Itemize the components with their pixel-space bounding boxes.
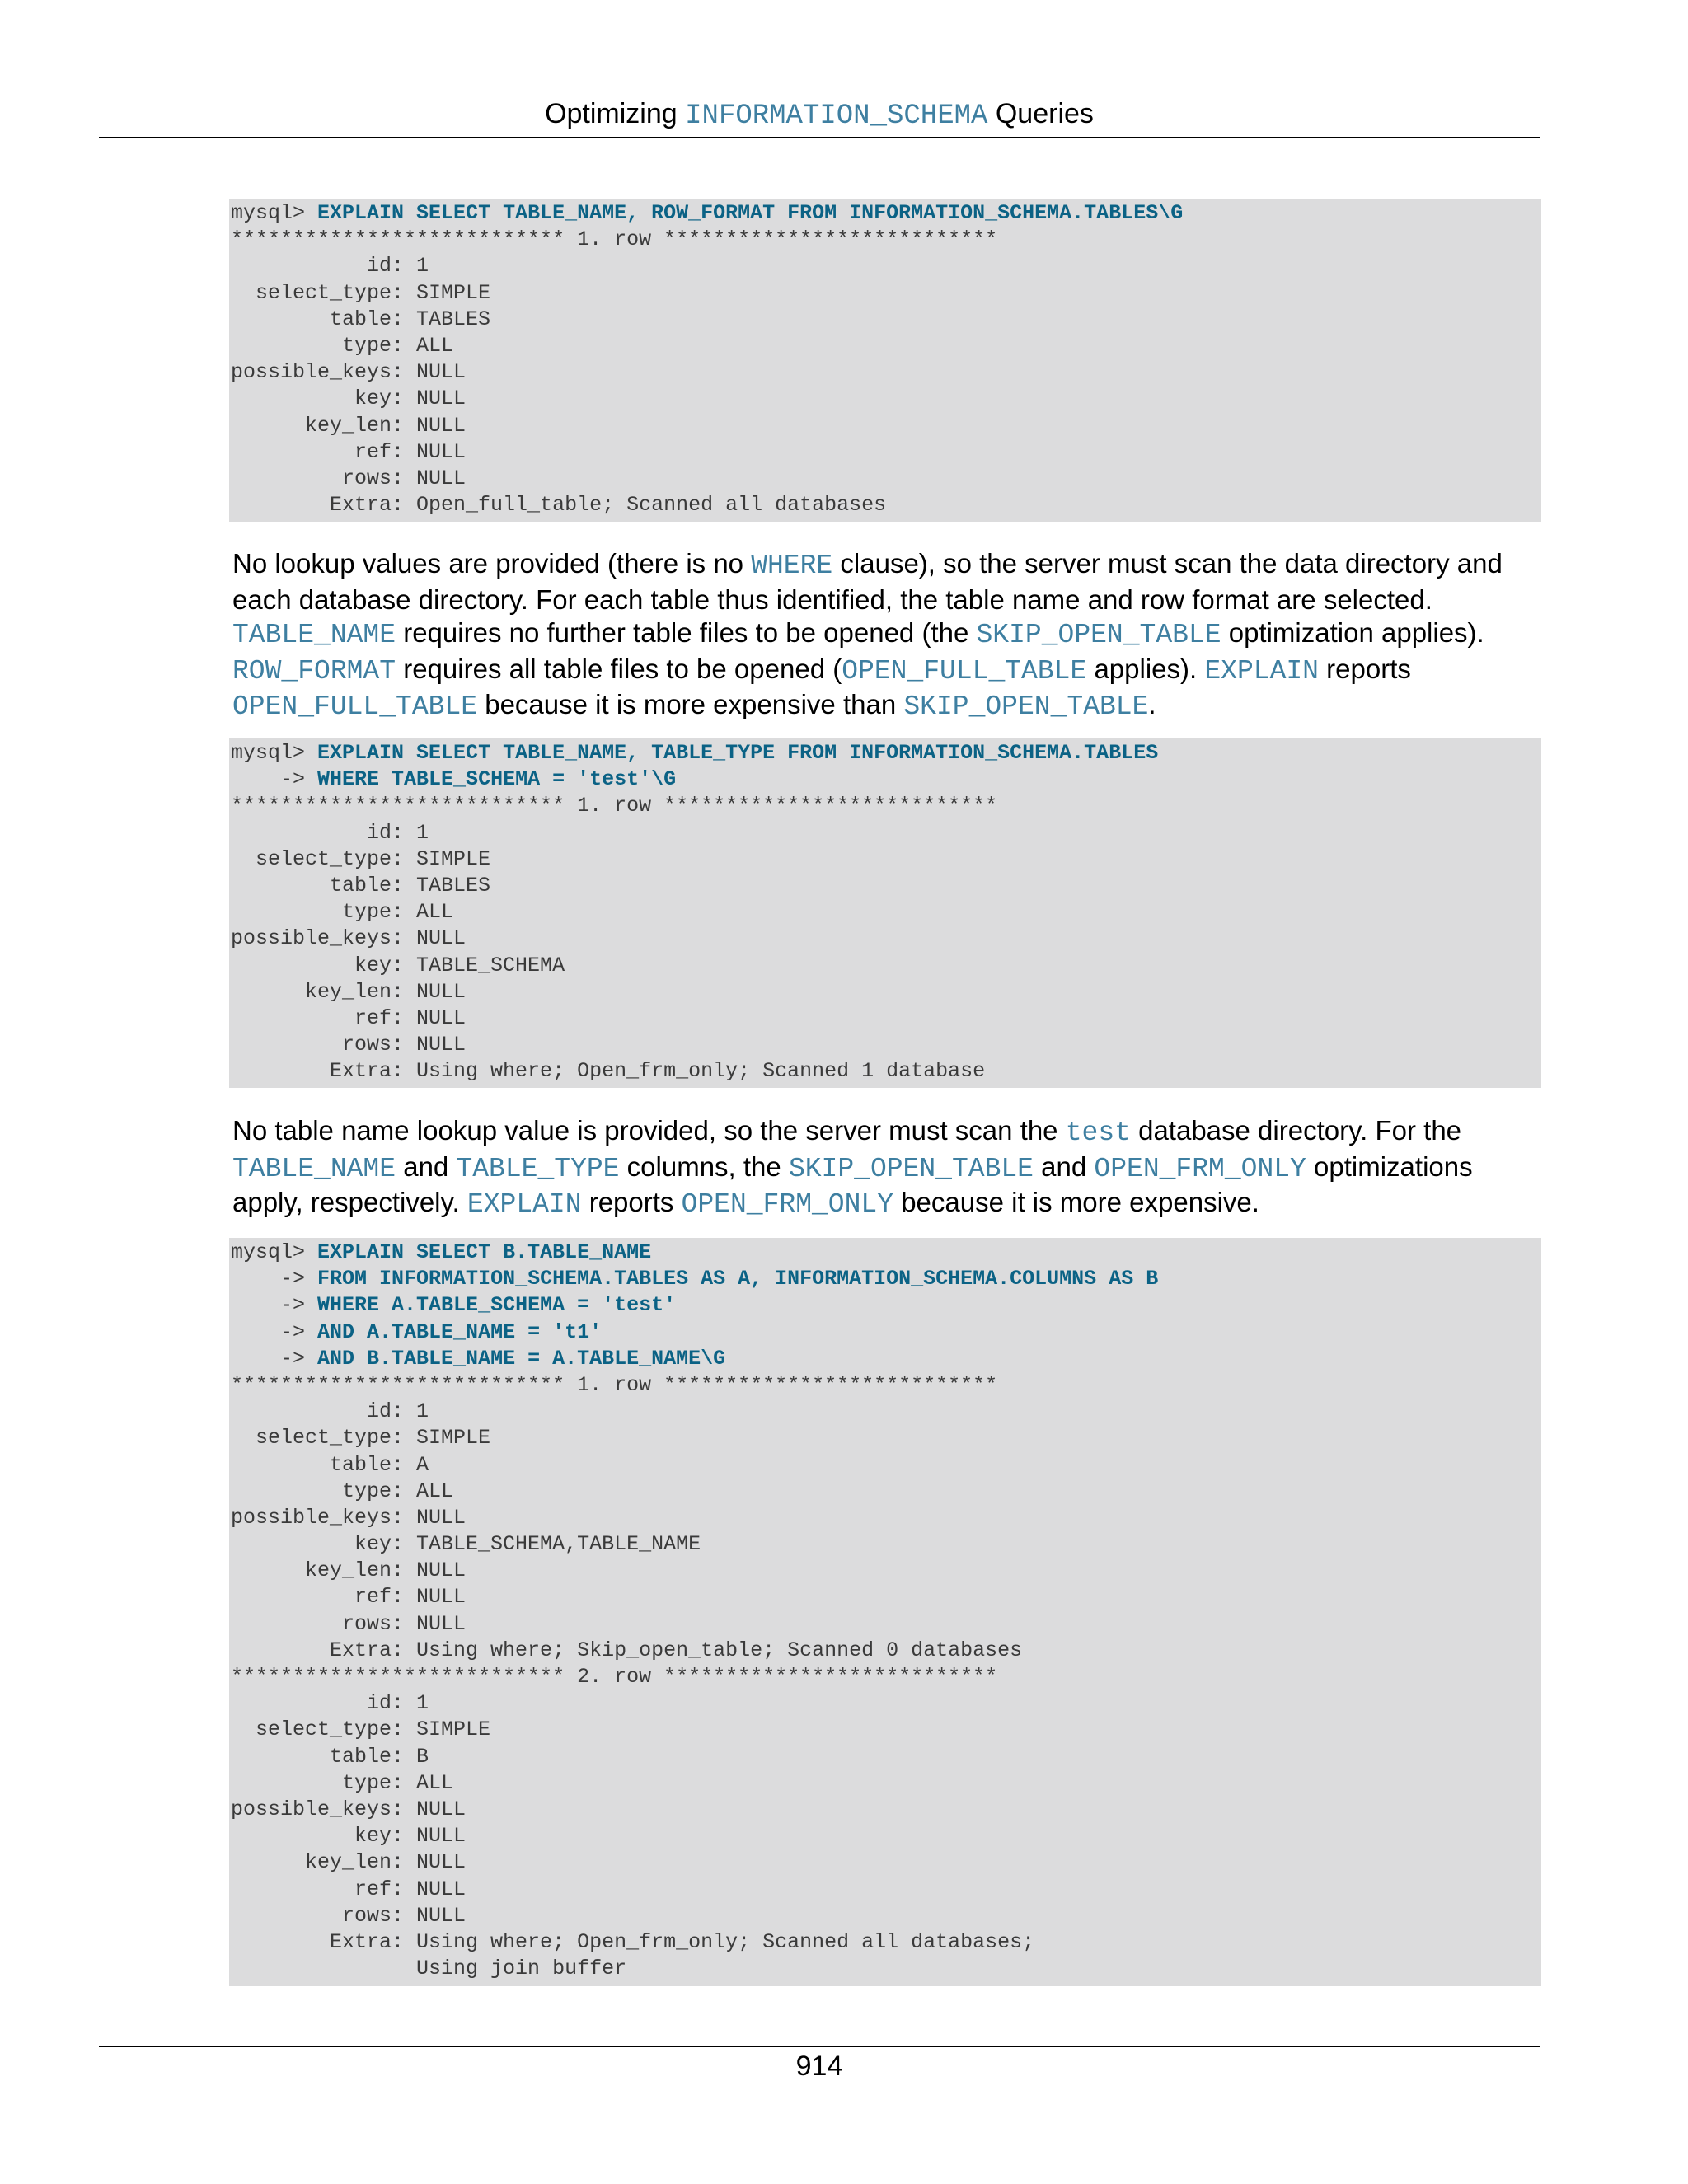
code-line: [231, 386, 1541, 412]
code-line: [231, 1638, 1541, 1664]
inline-code: OPEN_FULL_TABLE: [842, 655, 1087, 687]
text-run: .: [1148, 689, 1156, 719]
code-output: table: TABLES: [231, 873, 491, 898]
code-line: [231, 333, 1541, 359]
inline-code: SKIP_OPEN_TABLE: [903, 691, 1149, 722]
code-output: rows: NULL: [231, 1903, 467, 1928]
text-run: database directory. For the: [1130, 1115, 1462, 1146]
code-line: [231, 1956, 1541, 1982]
code-line: [231, 280, 1541, 307]
code-line: [231, 1346, 1541, 1372]
code-line: [231, 1823, 1541, 1849]
code-output: Extra: Open_full_table; Scanned all databases: [231, 493, 887, 518]
code-output: key: TABLE_SCHEMA,TABLE_NAME: [231, 1532, 701, 1557]
code-line: [231, 1425, 1541, 1451]
code-output: type: ALL: [231, 333, 454, 358]
text-run: clause), so the server must scan the data directory and each database directory. For each table thus identified, the table name and row format are selected.: [232, 548, 1503, 615]
code-output: possible_keys: NULL: [231, 1505, 467, 1530]
code-line: [231, 1292, 1541, 1319]
code-line: [231, 1797, 1541, 1823]
header-prefix: Optimizing: [545, 98, 678, 129]
code-line: [231, 1558, 1541, 1584]
code-output: select_type: SIMPLE: [231, 1718, 491, 1742]
code-line: [231, 1399, 1541, 1425]
code-line: [231, 1664, 1541, 1690]
code-command: WHERE TABLE_SCHEMA = 'test'\G: [317, 767, 677, 792]
inline-code: ROW_FORMAT: [232, 655, 396, 687]
code-command: AND A.TABLE_NAME = 't1': [317, 1319, 603, 1344]
code-prompt: mysql>: [231, 201, 318, 225]
code-output: *************************** 1. row ***************************: [231, 227, 998, 252]
code-output: id: 1: [231, 254, 429, 279]
inline-code: EXPLAIN: [1204, 655, 1319, 687]
code-output: ref: NULL: [231, 439, 467, 464]
code-block-2: [229, 738, 1541, 1088]
code-output: key_len: NULL: [231, 1850, 467, 1875]
inline-code: test: [1065, 1118, 1131, 1148]
code-line: [231, 953, 1541, 979]
code-output: id: 1: [231, 1691, 429, 1716]
code-prompt: ->: [231, 1319, 318, 1344]
code-line: [231, 820, 1541, 846]
code-output: Extra: Using where; Skip_open_table; Scanned 0 databases: [231, 1638, 1023, 1662]
code-line: [231, 200, 1541, 227]
code-output: *************************** 1. row ***************************: [231, 794, 998, 818]
code-output: possible_keys: NULL: [231, 1797, 467, 1821]
code-prompt: ->: [231, 1346, 318, 1371]
code-line: [231, 1266, 1541, 1292]
inline-code: EXPLAIN: [467, 1189, 582, 1220]
code-prompt: ->: [231, 1267, 318, 1291]
inline-code: TABLE_TYPE: [456, 1153, 620, 1184]
code-block-3: [229, 1238, 1541, 1986]
code-prompt: mysql>: [231, 1240, 318, 1264]
code-line: [231, 466, 1541, 492]
code-command: AND B.TABLE_NAME = A.TABLE_NAME\G: [317, 1346, 726, 1371]
code-line: [231, 1452, 1541, 1479]
text-run: applies).: [1086, 653, 1205, 684]
code-output: rows: NULL: [231, 1033, 467, 1057]
inline-code: OPEN_FRM_ONLY: [681, 1189, 894, 1220]
code-output: type: ALL: [231, 900, 454, 925]
text-run: because it is more expensive.: [893, 1187, 1259, 1217]
inline-code: OPEN_FRM_ONLY: [1094, 1153, 1306, 1184]
header-divider: [99, 137, 1540, 138]
code-line: [231, 1690, 1541, 1717]
code-prompt: ->: [231, 1293, 318, 1318]
code-output: key: NULL: [231, 387, 467, 411]
code-output: rows: NULL: [231, 1611, 467, 1636]
text-run: and: [1034, 1151, 1095, 1182]
code-prompt: mysql>: [231, 741, 318, 765]
code-line: [231, 1058, 1541, 1085]
code-line: [231, 1929, 1541, 1956]
code-output: table: TABLES: [231, 307, 491, 331]
code-output: id: 1: [231, 1399, 429, 1424]
code-output: key_len: NULL: [231, 413, 467, 438]
code-line: [231, 413, 1541, 439]
code-output: ref: NULL: [231, 1585, 467, 1610]
text-run: requires no further table files to be opened (the: [396, 617, 977, 648]
text-run: because it is more expensive than: [477, 689, 904, 719]
code-command: FROM INFORMATION_SCHEMA.TABLES AS A, INFORMATION_SCHEMA.COLUMNS AS B: [317, 1267, 1159, 1291]
code-line: [231, 1505, 1541, 1531]
code-line: [231, 439, 1541, 466]
code-output: table: B: [231, 1744, 429, 1769]
code-line: [231, 1744, 1541, 1770]
code-line: [231, 1005, 1541, 1032]
code-prompt: ->: [231, 767, 318, 792]
text-run: optimization applies).: [1221, 617, 1484, 648]
code-output: ref: NULL: [231, 1005, 467, 1030]
text-run: reports: [1318, 653, 1411, 684]
code-output: select_type: SIMPLE: [231, 846, 491, 871]
code-output: Using join buffer: [231, 1957, 627, 1981]
code-output: possible_keys: NULL: [231, 926, 467, 951]
code-line: [231, 359, 1541, 386]
code-line: [231, 1240, 1541, 1266]
text-run: and: [396, 1151, 457, 1182]
code-line: [231, 1479, 1541, 1505]
code-output: rows: NULL: [231, 466, 467, 490]
text-run: No table name lookup value is provided, so the server must scan the: [232, 1115, 1066, 1146]
paragraph-1: [232, 547, 1543, 724]
code-line: [231, 492, 1541, 518]
text-run: optimizations apply, respectively.: [232, 1151, 1473, 1217]
code-output: key_len: NULL: [231, 1558, 467, 1583]
text-run: No lookup values are provided (there is no: [232, 548, 752, 579]
code-command: EXPLAIN SELECT B.TABLE_NAME: [317, 1240, 652, 1264]
code-line: [231, 873, 1541, 899]
code-line: [231, 979, 1541, 1005]
code-line: [231, 1319, 1541, 1346]
code-line: [231, 1372, 1541, 1399]
code-output: Extra: Using where; Open_frm_only; Scanned all databases;: [231, 1929, 1035, 1954]
code-line: [231, 793, 1541, 819]
code-line: [231, 899, 1541, 926]
code-output: select_type: SIMPLE: [231, 280, 491, 305]
code-output: Extra: Using where; Open_frm_only; Scanned 1 database: [231, 1059, 986, 1084]
code-command: EXPLAIN SELECT TABLE_NAME, ROW_FORMAT FROM INFORMATION_SCHEMA.TABLES\G: [317, 201, 1184, 225]
code-output: *************************** 2. row ***************************: [231, 1665, 998, 1689]
code-line: [231, 1584, 1541, 1610]
text-run: reports: [581, 1187, 682, 1217]
code-line: [231, 1770, 1541, 1797]
code-line: [231, 253, 1541, 279]
page-header: [99, 96, 1540, 134]
inline-code: OPEN_FULL_TABLE: [232, 691, 478, 722]
code-line: [231, 307, 1541, 333]
code-line: [231, 227, 1541, 253]
paragraph-2: [232, 1114, 1543, 1222]
code-command: EXPLAIN SELECT TABLE_NAME, TABLE_TYPE FROM INFORMATION_SCHEMA.TABLES: [317, 741, 1159, 765]
code-line: [231, 846, 1541, 873]
inline-code: SKIP_OPEN_TABLE: [788, 1153, 1034, 1184]
code-line: [231, 926, 1541, 952]
code-output: ref: NULL: [231, 1877, 467, 1901]
header-code: INFORMATION_SCHEMA: [685, 101, 988, 132]
code-output: type: ALL: [231, 1770, 454, 1795]
page-number: 914: [795, 2050, 843, 2082]
code-line: [231, 1877, 1541, 1903]
code-line: [231, 1849, 1541, 1876]
inline-code: SKIP_OPEN_TABLE: [976, 620, 1221, 650]
code-line: [231, 1611, 1541, 1638]
inline-code: TABLE_NAME: [232, 1153, 396, 1184]
code-output: key_len: NULL: [231, 979, 467, 1004]
code-output: type: ALL: [231, 1479, 454, 1503]
code-output: id: 1: [231, 820, 429, 845]
inline-code: WHERE: [751, 551, 833, 581]
code-block-1: [229, 199, 1541, 522]
code-output: possible_keys: NULL: [231, 360, 467, 385]
code-output: key: TABLE_SCHEMA: [231, 953, 565, 977]
code-line: [231, 1531, 1541, 1558]
code-line: [231, 1903, 1541, 1929]
code-output: select_type: SIMPLE: [231, 1426, 491, 1451]
code-command: WHERE A.TABLE_SCHEMA = 'test': [317, 1293, 677, 1318]
header-suffix: Queries: [995, 98, 1094, 129]
code-line: [231, 1717, 1541, 1743]
code-output: *************************** 1. row ***************************: [231, 1372, 998, 1397]
inline-code: TABLE_NAME: [232, 620, 396, 650]
text-run: columns, the: [619, 1151, 789, 1182]
code-line: [231, 740, 1541, 766]
code-output: table: A: [231, 1452, 429, 1477]
code-output: key: NULL: [231, 1824, 467, 1849]
code-line: [231, 766, 1541, 793]
text-run: requires all table files to be opened (: [396, 653, 842, 684]
code-line: [231, 1032, 1541, 1058]
